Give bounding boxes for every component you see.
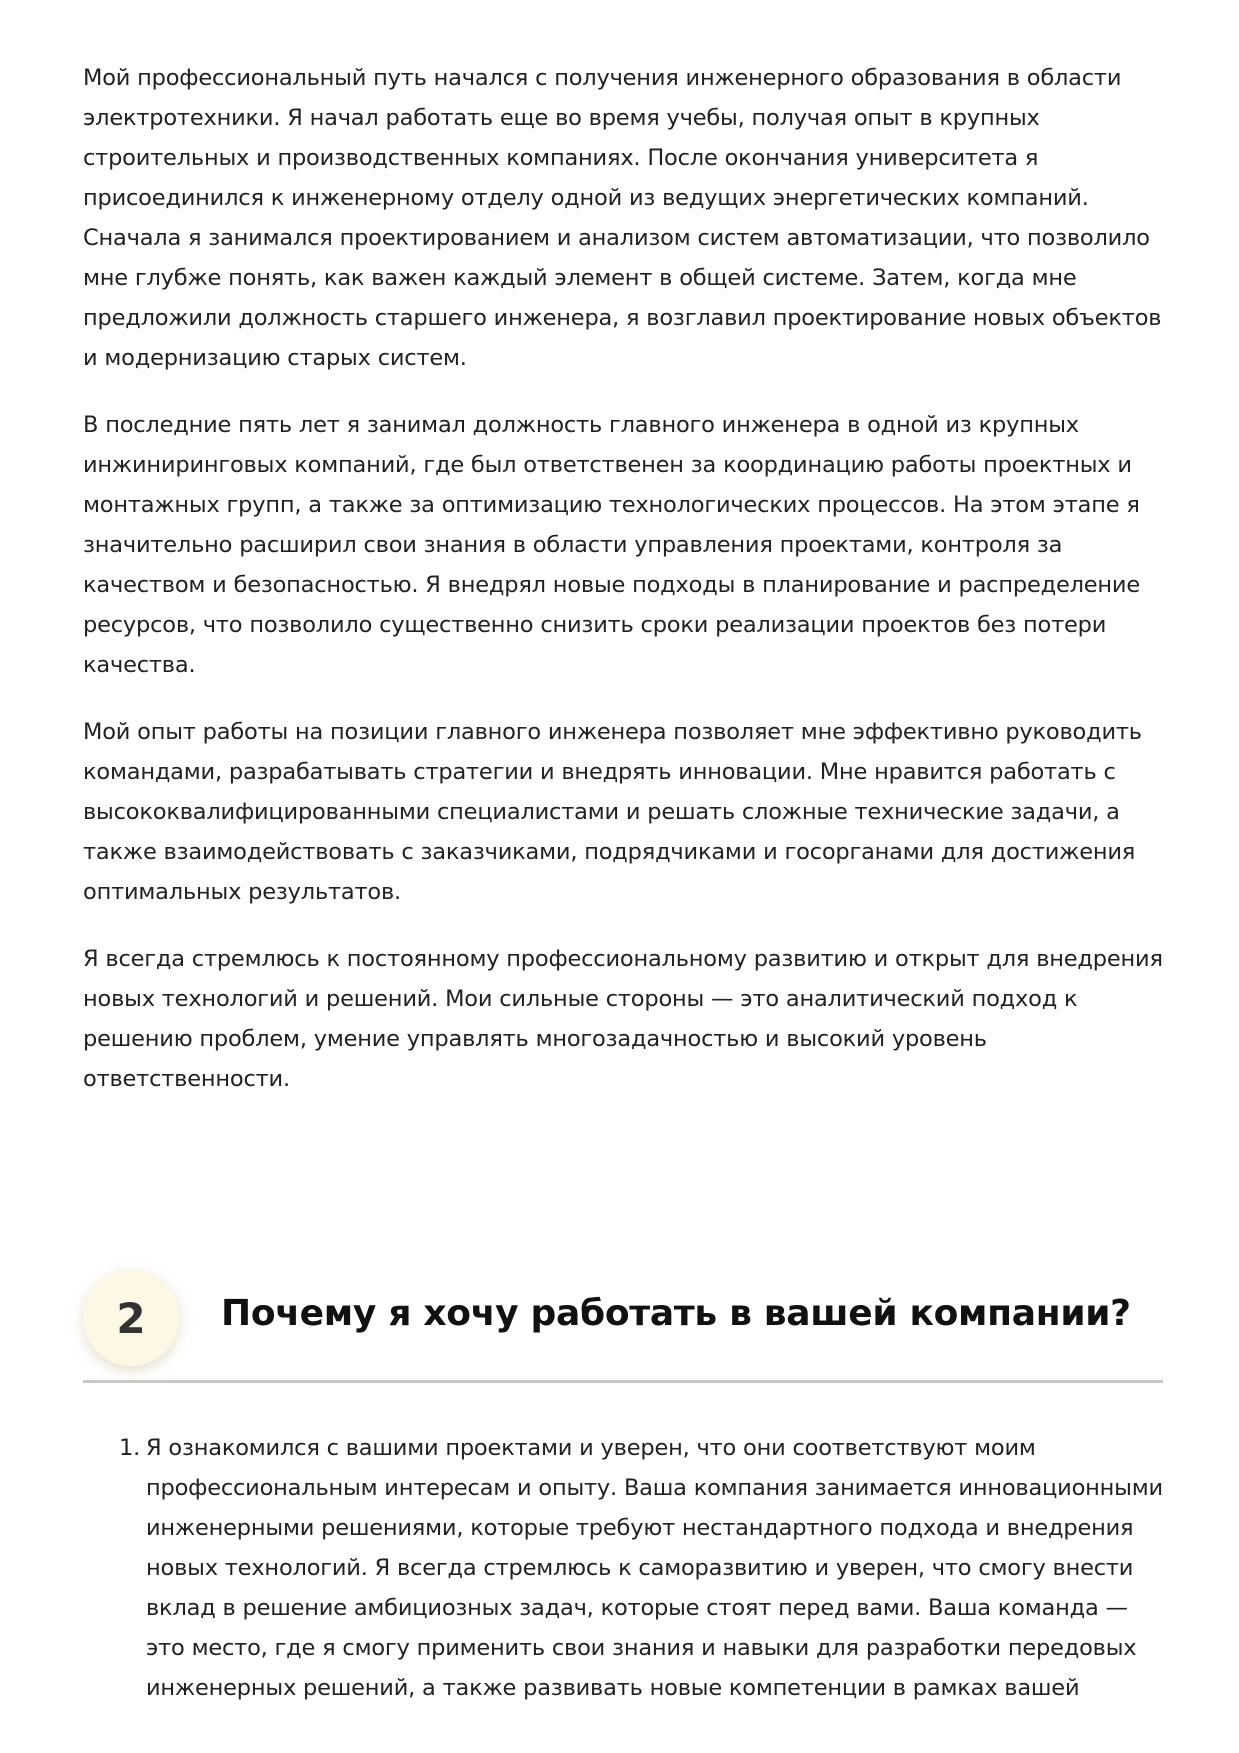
section-header xyxy=(83,1268,1163,1368)
list-item-number: 1. xyxy=(119,1435,141,1461)
paragraph-leadership: Мой опыт работы на позиции главного инженера позволяет мне эффективно руководить командами, разрабатывать стратегии и внедрять инновации. Мне нравится работать с высококвалифицированными специалистами и решать сложные технические задачи, а также взаимодействовать с заказчиками, подрядчиками и госорганами для достижения оптимальных результатов. xyxy=(83,719,1142,905)
paragraph-chief-engineer: В последние пять лет я занимал должность главного инженера в одной из крупных инжиниринговых компаний, где был ответственен за координацию работы проектных и монтажных групп, а также за оптимизацию технологических процессов. На этом этапе я значительно расширил свои знания в области управления проектами, контроля за качеством и безопасностью. Я внедрял новые подходы в планирование и распределение ресурсов, что позволило существенно снизить сроки реализации проектов без потери качества. xyxy=(83,412,1140,678)
paragraph-strengths: Я всегда стремлюсь к постоянному профессиональному развитию и открыт для внедрения новых технологий и решений. Мои сильные стороны — это аналитический подход к решению проблем, умение управлять многозадачностью и высокий уровень ответственности. xyxy=(83,946,1163,1092)
reasons-list xyxy=(83,1428,1163,1708)
list-item-text: Я ознакомился с вашими проектами и уверен, что они соответствуют моим профессиональным интересам и опыту. Ваша компания занимается инновационными инженерными решениями, которые требуют нестандартного подхода и внедрения новых технологий. Я всегда стремлюсь к саморазвитию и уверен, что смогу внести вклад в решение амбициозных задач, которые стоят перед вами. Ваша команда — это место, где я смогу применить свои знания и навыки для разработки передовых инженерных решений, а также развивать новые компетенции в рамках вашей xyxy=(146,1435,1163,1701)
section-title: Почему я хочу работать в вашей компании? xyxy=(221,1293,1131,1334)
intro-text xyxy=(83,58,1163,1126)
section-why-company xyxy=(83,1268,1163,1701)
list-item xyxy=(83,1428,1163,1708)
paragraph-education: Мой профессиональный путь начался с получения инженерного образования в области электротехники. Я начал работать еще во время учебы, получая опыт в крупных строительных и производственных компаниях. После окончания университета я присоединился к инженерному отделу одной из ведущих энергетических компаний. Сначала я занимался проектированием и анализом систем автоматизации, что позволило мне глубже понять, как важен каждый элемент в общей системе. Затем, когда мне предложили должность старшего инженера, я возглавил проектирование новых объектов и модернизацию старых систем. xyxy=(83,65,1162,371)
section-divider xyxy=(83,1380,1163,1383)
section-number-badge: 2 xyxy=(83,1270,179,1366)
